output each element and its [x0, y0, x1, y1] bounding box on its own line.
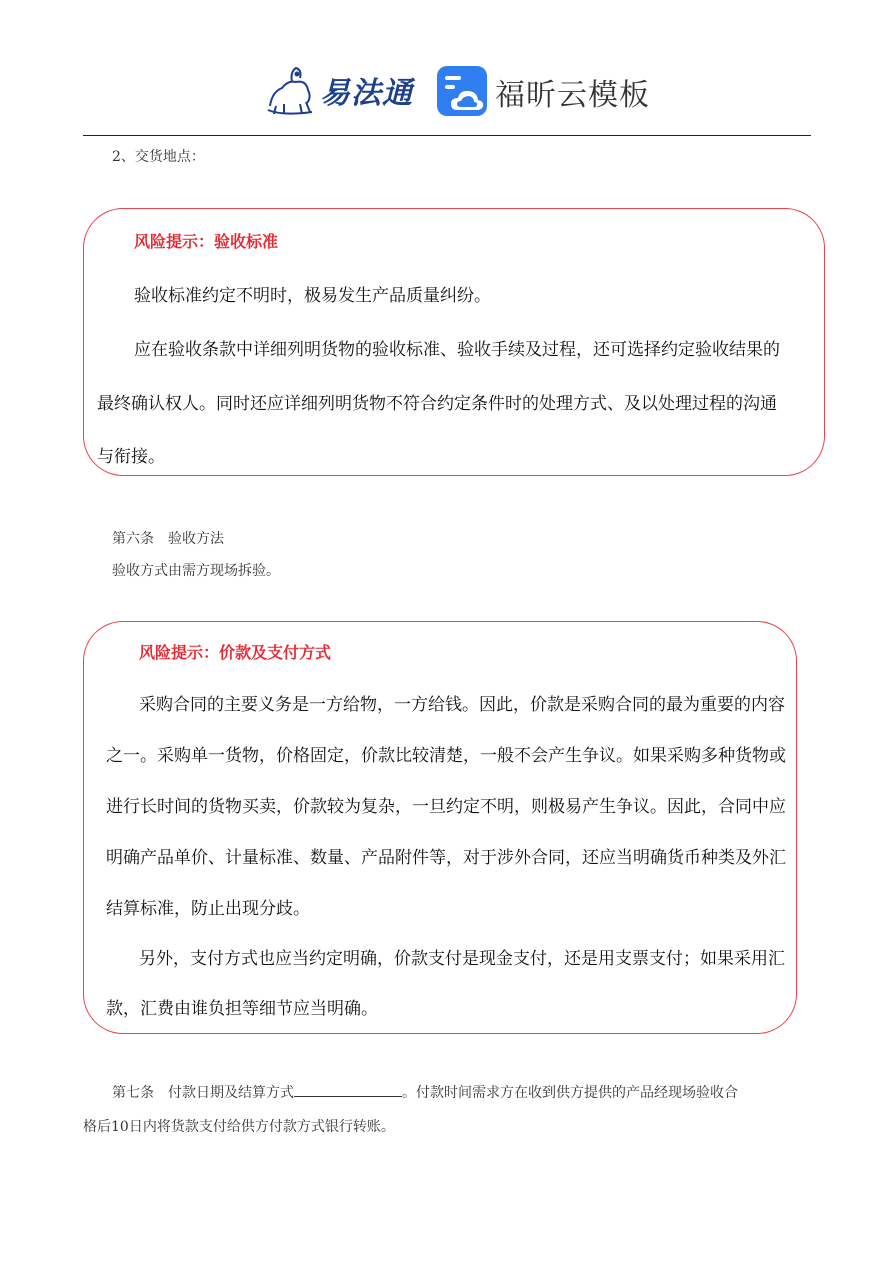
article-7-line-2: 格后10日内将货款支付给供方付款方式银行转账。 [83, 1119, 395, 1135]
risk-tip-paragraph-line: 另外，支付方式也应当约定明确，价款支付是现金支付，还是用支票支付；如果采用汇 [139, 949, 785, 969]
article-7-text: 。付款时间需求方在收到供方提供的产品经现场验收合 [402, 1085, 738, 1101]
logo-foxit-cloud-template-text: 福昕云模板 [495, 78, 650, 113]
risk-tip-paragraph-line: 最终确认权人。同时还应详细列明货物不符合约定条件时的处理方式、及以处理过程的沟通 [97, 394, 777, 414]
risk-tip-paragraph-line: 与衔接。 [97, 447, 165, 467]
payment-method-blank-field[interactable] [294, 1082, 402, 1097]
risk-tip-paragraph-line: 采购合同的主要义务是一方给物，一方给钱。因此，价款是采购合同的最为重要的内容 [139, 695, 785, 715]
risk-tip-title: 风险提示：价款及支付方式 [139, 643, 332, 662]
header-divider [83, 135, 811, 136]
risk-tip-paragraph-line: 结算标准，防止出现分歧。 [106, 899, 310, 919]
risk-tip-paragraph-line: 应在验收条款中详细列明货物的验收标准、验收手续及过程，还可选择约定验收结果的 [134, 340, 780, 360]
article-7-line-1 [112, 1082, 738, 1102]
risk-tip-paragraph-line: 进行长时间的货物买卖，价款较为复杂，一旦约定不明，则极易产生争议。因此，合同中应 [106, 797, 786, 817]
risk-tip-title: 风险提示：验收标准 [134, 232, 279, 251]
article-6-body: 验收方式由需方现场拆验。 [112, 563, 280, 579]
logo-yifatong-text: 易法通 [320, 76, 413, 111]
article-6-title: 第六条 验收方法 [112, 531, 224, 547]
risk-tip-box-payment [83, 621, 797, 1034]
risk-tip-paragraph-line: 验收标准约定不明时，极易发生产品质量纠纷。 [134, 286, 491, 306]
risk-tip-paragraph-line: 明确产品单价、计量标准、数量、产品附件等，对于涉外合同，还应当明确货币种类及外汇 [106, 848, 786, 868]
qilin-logo-icon [262, 62, 320, 118]
risk-tip-paragraph-line: 之一。采购单一货物，价格固定，价款比较清楚，一般不会产生争议。如果采购多种货物或 [106, 746, 786, 766]
risk-tip-box-acceptance [83, 208, 825, 476]
article-7-title: 第七条 付款日期及结算方式 [112, 1085, 294, 1101]
risk-tip-paragraph-line: 款，汇费由谁负担等细节应当明确。 [106, 999, 378, 1019]
foxit-cloud-logo-icon [437, 66, 487, 116]
delivery-place-line: 2、交货地点： [112, 149, 205, 165]
